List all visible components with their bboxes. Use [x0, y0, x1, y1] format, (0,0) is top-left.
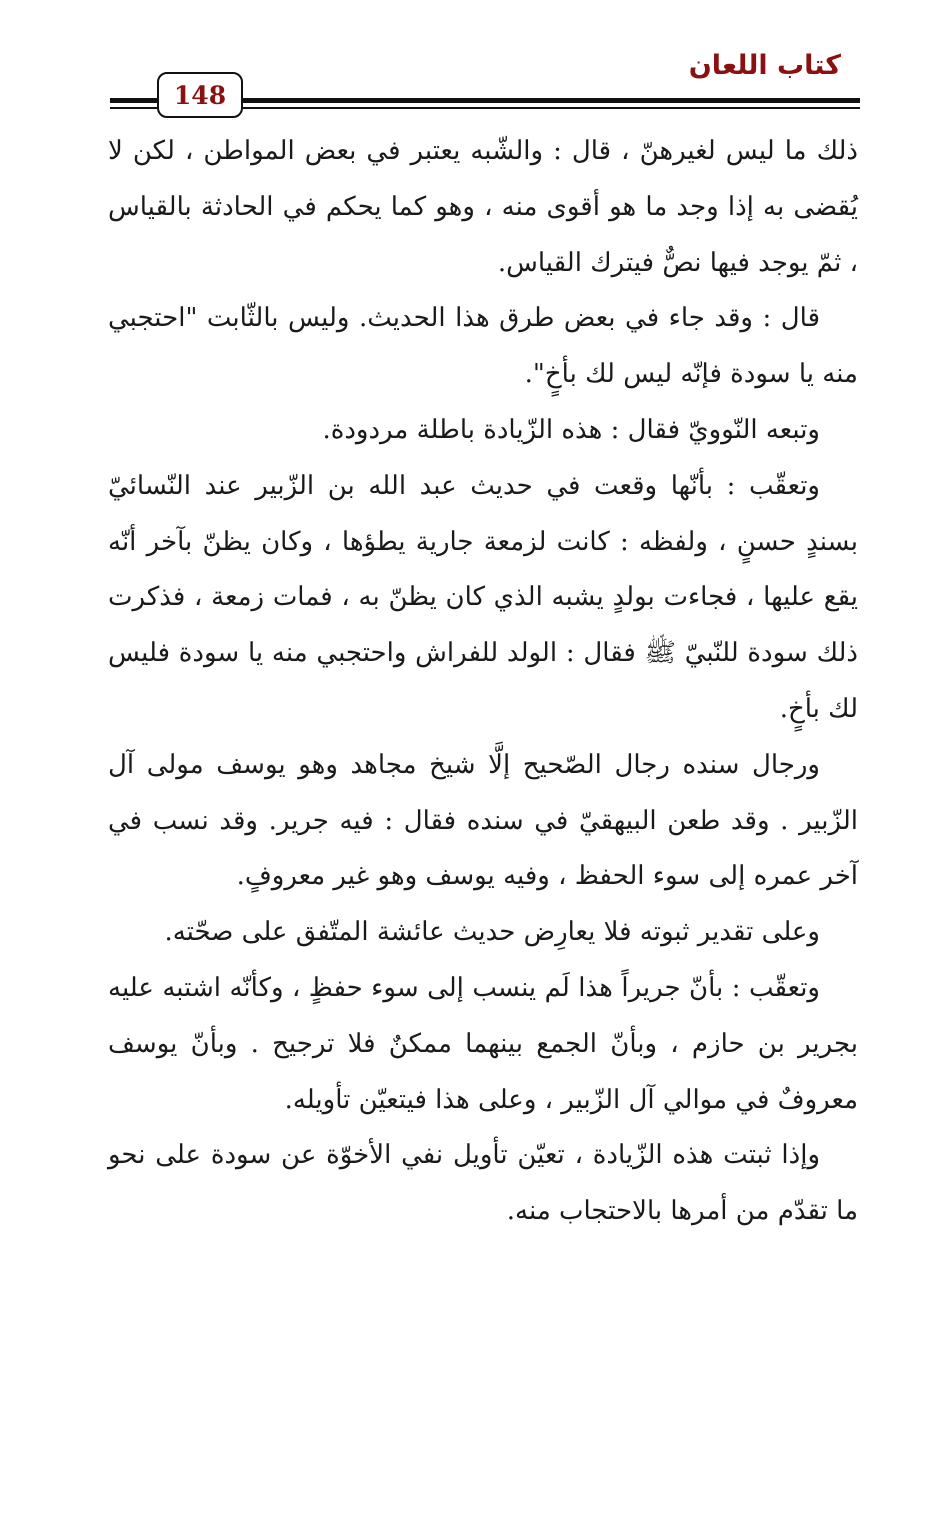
paragraph-1: ذلك ما ليس لغيرهنّ ، قال : والشّبه يعتبر في بعض المواطن ، لكن لا يُقضى به إذا وجد ما هو أقوى منه ، وهو كما يحكم في الحادثة بالقياس ، ثمّ يوجد فيها نصٌّ فيترك القياس. — [108, 136, 858, 278]
paragraph-2: قال : وقد جاء في بعض طرق هذا الحديث. وليس بالثّابت "احتجبي منه يا سودة فإنّه ليس لك بأخٍ". — [108, 303, 858, 390]
page-header — [0, 0, 945, 120]
paragraph-6: وعلى تقدير ثبوته فلا يعارِض حديث عائشة المتّفق على صحّته. — [164, 917, 820, 948]
book-title: كتاب اللعان — [688, 50, 841, 81]
paragraph-4: وتعقّب : بأنّها وقعت في حديث عبد الله بن الزّبير عند النّسائيّ بسندٍ حسنٍ ، ولفظه : كانت لزمعة جارية يطؤها ، وكان يظنّ بآخر أنّه يقع عليها ، فجاءت بولدٍ يشبه الذي كان يظنّ به ، فمات زمعة ، فذكرت ذلك سودة للنّبيّ ﷺ فقال : الولد للفراش واحتجبي منه يا سودة فليس لك بأخٍ. — [108, 470, 858, 724]
page-body — [108, 124, 858, 1240]
paragraph-3: وتبعه النّوويّ فقال : هذه الزّيادة باطلة مردودة. — [322, 414, 820, 445]
paragraph-5: ورجال سنده رجال الصّحيح إلَّا شيخ مجاهد وهو يوسف مولى آل الزّبير . وقد طعن البيهقيّ في سنده فقال : فيه جرير. وقد نسب في آخر عمره إلى سوء الحفظ ، وفيه يوسف وهو غير معروفٍ. — [108, 749, 858, 892]
paragraph-7: وتعقّب : بأنّ جريراً هذا لَم ينسب إلى سوء حفظٍ ، وكأنّه اشتبه عليه بجرير بن حازم ، وبأنّ الجمع بينهما ممكنٌ فلا ترجيح . وبأنّ يوسف معروفٌ في موالي آل الزّبير ، وعلى هذا فيتعيّن تأويله. — [108, 972, 858, 1115]
page-number: 148 — [157, 72, 243, 118]
paragraph-8: وإذا ثبتت هذه الزّيادة ، تعيّن تأويل نفي الأخوّة عن سودة على نحو ما تقدّم من أمرها بالاحتجاب منه. — [108, 1140, 858, 1227]
